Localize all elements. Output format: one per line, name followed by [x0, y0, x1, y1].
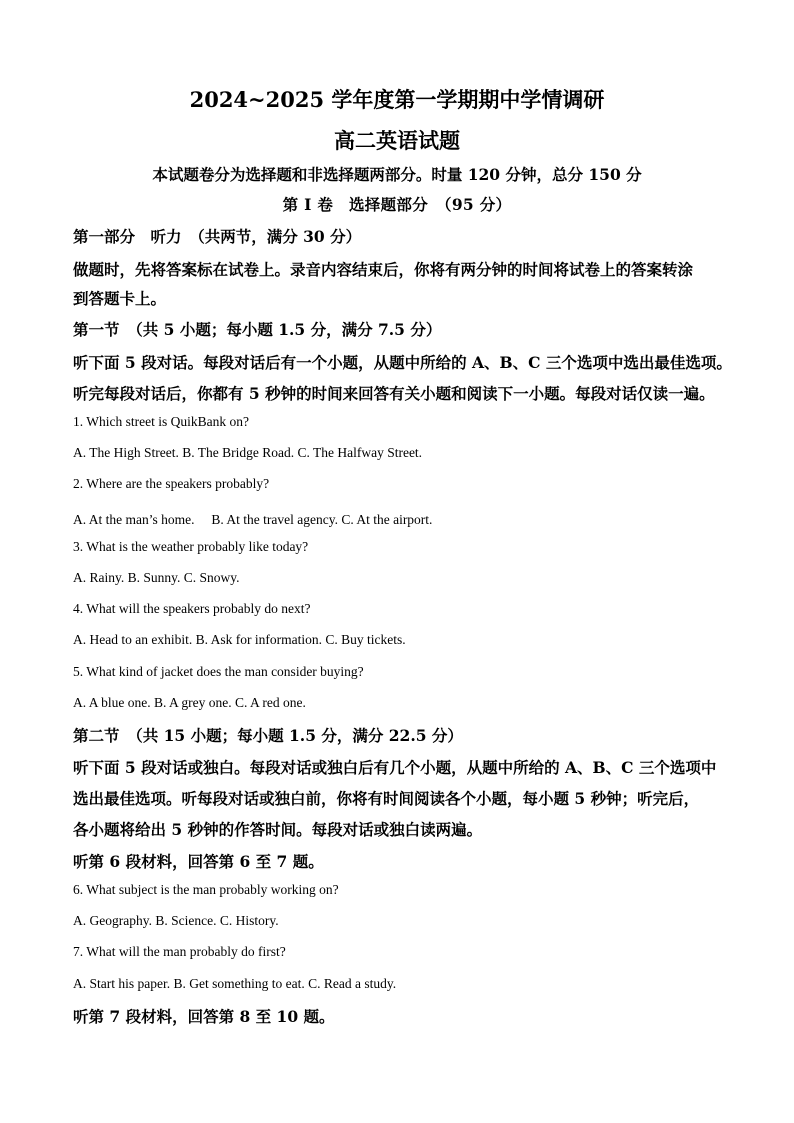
question-options: A. Geography. B. Science. C. History. — [73, 913, 279, 928]
part1-instruction: 到答题卡上。 — [73, 289, 167, 308]
question-text: 3. What is the weather probably like today? — [73, 539, 309, 554]
question-text: 7. What will the man probably do first? — [73, 944, 286, 959]
section1-heading: 第一节 （共 5 小题；每小题 1.5 分，满分 7.5 分） — [73, 320, 442, 339]
part1-heading: 第一部分 听力 （共两节，满分 30 分） — [73, 227, 362, 246]
question-options: A. A blue one. B. A grey one. C. A red one. — [73, 695, 306, 710]
question-text: 1. Which street is QuikBank on? — [73, 414, 249, 429]
question-options: A. Head to an exhibit. B. Ask for information. C. Buy tickets. — [73, 632, 406, 647]
question-text: 6. What subject is the man probably working on? — [73, 882, 339, 897]
exam-intro: 本试题卷分为选择题和非选择题两部分。时量 120 分钟，总分 150 分 — [152, 165, 642, 184]
section2-instruction: 各小题将给出 5 秒钟的作答时间。每段对话或独白读两遍。 — [73, 820, 483, 839]
question-options: A. Start his paper. B. Get something to eat. C. Read a study. — [73, 976, 397, 991]
volume-heading: 第 I 卷 选择题部分 （95 分） — [282, 195, 512, 214]
section2-heading: 第二节 （共 15 小题；每小题 1.5 分，满分 22.5 分） — [73, 726, 463, 745]
question-options: A. Rainy. B. Sunny. C. Snowy. — [73, 570, 240, 585]
section1-instruction: 听下面 5 段对话。每段对话后有一个小题，从题中所给的 A、B、C 三个选项中选出最佳选项。 — [73, 353, 732, 372]
question-text: 2. Where are the speakers probably? — [73, 476, 270, 491]
question-text: 4. What will the speakers probably do next? — [73, 601, 311, 616]
part1-instruction: 做题时，先将答案标在试卷上。录音内容结束后，你将有两分钟的时间将试卷上的答案转涂 — [73, 260, 694, 279]
exam-title: 2024~2025 学年度第一学期期中学情调研 — [189, 87, 605, 112]
question-options: A. At the man’s home. B. At the travel agency. C. At the airport. — [73, 512, 433, 527]
question-options: A. The High Street. B. The Bridge Road. C. The Halfway Street. — [73, 445, 423, 460]
material-heading: 听第 7 段材料，回答第 8 至 10 题。 — [73, 1007, 335, 1026]
section2-instruction: 选出最佳选项。听每段对话或独白前，你将有时间阅读各个小题，每小题 5 秒钟；听完后， — [73, 789, 700, 808]
material-heading: 听第 6 段材料，回答第 6 至 7 题。 — [73, 852, 324, 871]
section1-instruction: 听完每段对话后，你都有 5 秒钟的时间来回答有关小题和阅读下一小题。每段对话仅读一遍。 — [73, 384, 715, 403]
section2-instruction: 听下面 5 段对话或独白。每段对话或独白后有几个小题，从题中所给的 A、B、C 三个选项中 — [73, 758, 717, 777]
exam-subtitle: 高二英语试题 — [334, 128, 460, 153]
question-text: 5. What kind of jacket does the man consider buying? — [73, 664, 364, 679]
